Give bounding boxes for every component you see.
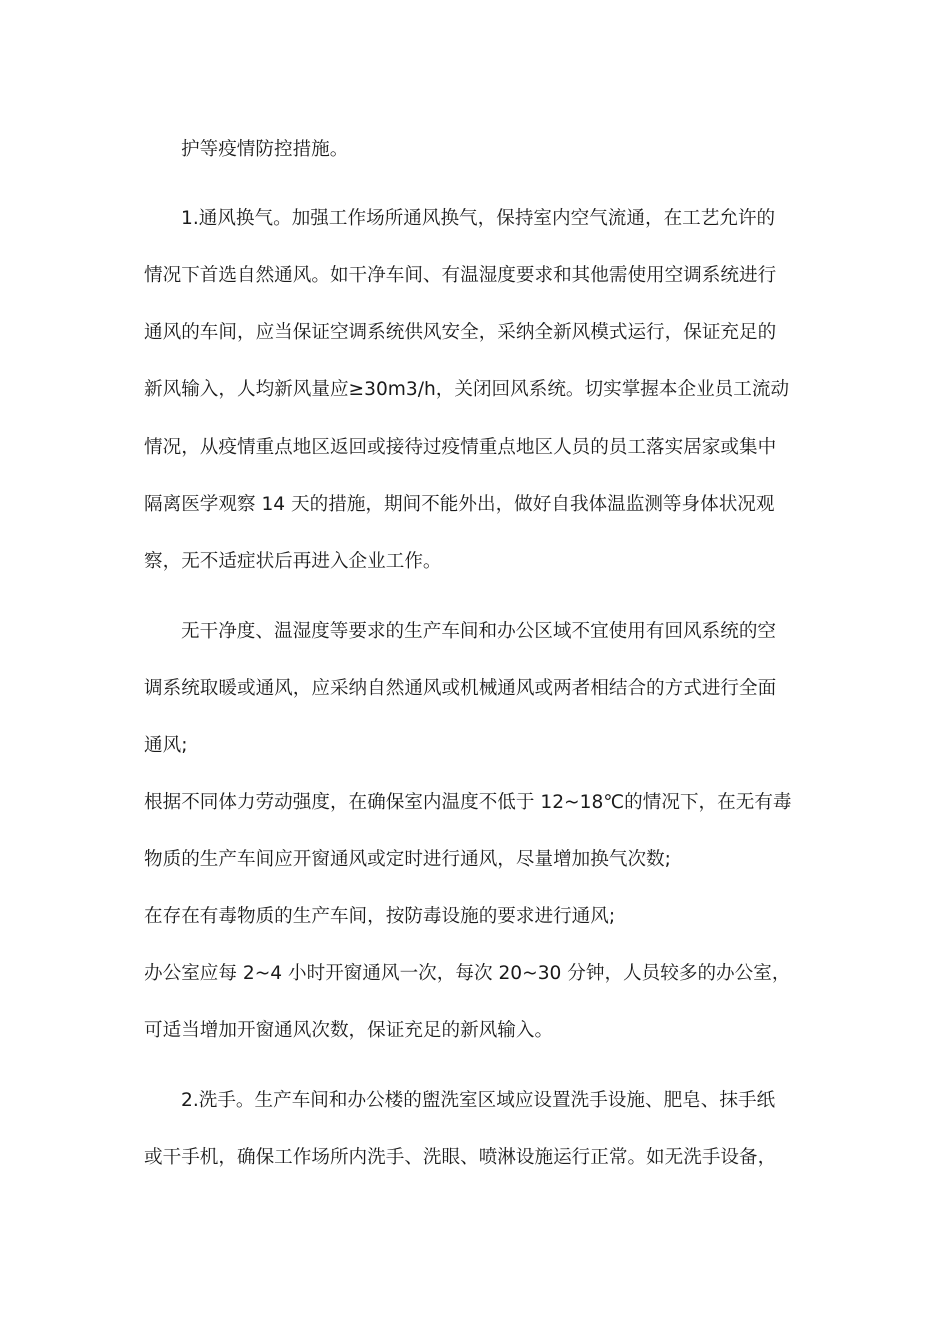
paragraph-ventilation-line-1: 1.通风换气。加强工作场所通风换气，保持室内空气流通，在工艺允许的: [181, 208, 776, 229]
paragraph-ventilation-line-2: 情况下首选自然通风。如干净车间、有温湿度要求和其他需使用空调系统进行: [144, 265, 777, 286]
paragraph-handwashing-line-2: 或干手机，确保工作场所内洗手、洗眼、喷淋设施运行正常。如无洗手设备，: [144, 1147, 777, 1168]
paragraph-ventilation-line-6: 隔离医学观察 14 天的措施，期间不能外出，做好自我体温监测等身体状况观: [144, 494, 775, 515]
paragraph-labor-intensity-line-1: 根据不同体力劳动强度，在确保室内温度不低于 12~18℃的情况下，在无有毒: [144, 792, 792, 813]
paragraph-office-line-1: 办公室应每 2~4 小时开窗通风一次，每次 20~30 分钟，人员较多的办公室，: [144, 963, 791, 984]
paragraph-ventilation-line-3: 通风的车间，应当保证空调系统供风安全，采纳全新风模式运行，保证充足的: [144, 322, 777, 343]
paragraph-ventilation-line-7: 察，无不适症状后再进入企业工作。: [144, 551, 442, 572]
paragraph-handwashing-line-1: 2.洗手。生产车间和办公楼的盥洗室区域应设置洗手设施、肥皂、抹手纸: [181, 1090, 776, 1111]
paragraph-intro-tail: 护等疫情防控措施。: [181, 139, 349, 160]
paragraph-no-cleanliness-line-1: 无干净度、温湿度等要求的生产车间和办公区域不宜使用有回风系统的空: [181, 621, 777, 642]
paragraph-no-cleanliness-line-2: 调系统取暖或通风，应采纳自然通风或机械通风或两者相结合的方式进行全面: [144, 678, 777, 699]
paragraph-ventilation-line-4: 新风输入，人均新风量应≥30m3/h，关闭回风系统。切实掌握本企业员工流动: [144, 379, 790, 400]
paragraph-toxic-workshop: 在存在有毒物质的生产车间，按防毒设施的要求进行通风;: [144, 906, 616, 927]
paragraph-labor-intensity-line-2: 物质的生产车间应开窗通风或定时进行通风，尽量增加换气次数;: [144, 849, 671, 870]
paragraph-no-cleanliness-line-3: 通风;: [144, 735, 188, 756]
paragraph-office-line-2: 可适当增加开窗通风次数，保证充足的新风输入。: [144, 1020, 554, 1041]
paragraph-ventilation-line-5: 情况，从疫情重点地区返回或接待过疫情重点地区人员的员工落实居家或集中: [144, 437, 777, 458]
